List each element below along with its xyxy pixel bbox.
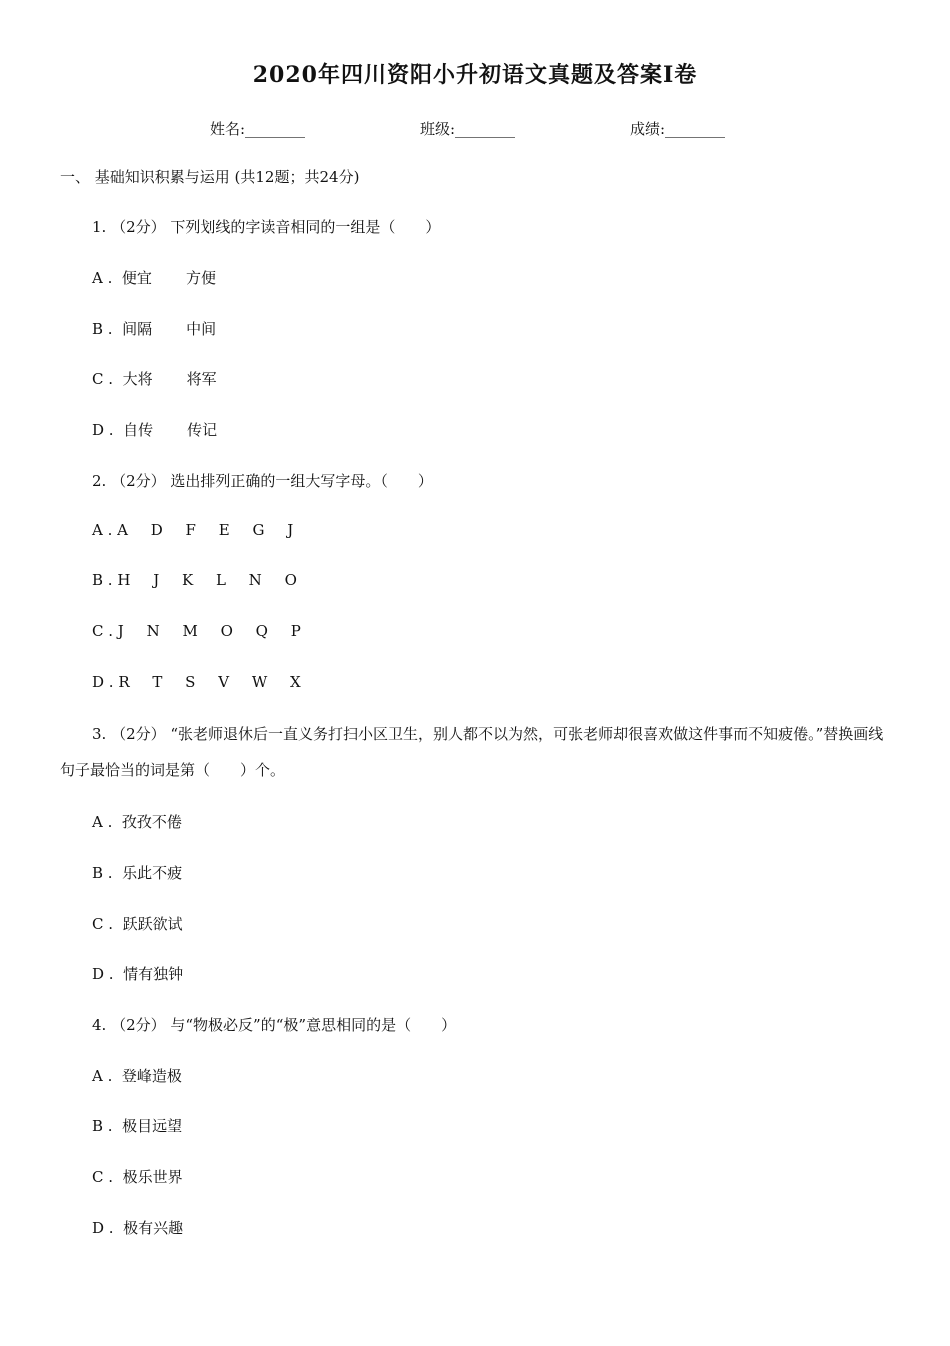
option-text: 极有兴趣 <box>123 1219 184 1237</box>
option-2d <box>92 673 310 691</box>
question-1: 1. （2分） 下列划线的字读音相同的一组是（ ） <box>92 218 441 236</box>
option-letter: B . <box>92 571 113 589</box>
option-word-2: 中间 <box>186 320 217 338</box>
question-3: 3. （2分） “张老师退休后一直义务打扫小区卫生，别人都不以为然，可张老师却很喜欢做这件事而不知疲倦。”替换画线句子最恰当的词是第（ ）个。 <box>60 725 884 779</box>
option-letter: A . <box>92 269 113 287</box>
option-4b <box>92 1115 182 1136</box>
option-letter: A . <box>92 1067 113 1085</box>
option-letter: A . <box>92 813 113 831</box>
option-2c <box>92 622 310 640</box>
page-title: 2020年四川资阳小升初语文真题及答案I卷 <box>252 62 698 88</box>
option-letter: D . <box>92 673 114 691</box>
option-1c <box>92 368 217 389</box>
option-3a <box>92 811 182 832</box>
option-word-1: 自传 <box>123 421 154 439</box>
option-text: R T S V W X <box>118 673 310 691</box>
score-field: 成绩:________ <box>630 120 726 138</box>
question-4: 4. （2分） 与“物极必反”的“极”意思相同的是（ ） <box>92 1016 457 1034</box>
option-text: H J K L N O <box>117 571 306 589</box>
option-word-1: 大将 <box>122 370 153 388</box>
option-letter: C . <box>92 1168 114 1186</box>
option-word-2: 方便 <box>185 269 216 287</box>
option-letter: C . <box>92 370 114 388</box>
option-4a <box>92 1065 182 1086</box>
option-3d <box>92 963 183 984</box>
section-heading: 一、 基础知识积累与运用 (共12题；共24分) <box>60 168 360 186</box>
option-4c <box>92 1166 183 1187</box>
option-letter: B . <box>92 1117 113 1135</box>
question-2: 2. （2分） 选出排列正确的一组大写字母。（ ） <box>92 472 433 490</box>
option-letter: C . <box>92 915 114 933</box>
option-text: 跃跃欲试 <box>122 915 183 933</box>
option-word-1: 间隔 <box>122 320 153 338</box>
option-2a <box>92 521 302 539</box>
option-letter: D . <box>92 421 114 439</box>
name-field: 姓名:________ <box>210 120 306 138</box>
option-letter: A . <box>92 521 113 539</box>
option-text: 孜孜不倦 <box>121 813 182 831</box>
option-text: 极目远望 <box>122 1117 183 1135</box>
option-text: J N M O Q P <box>117 622 310 640</box>
option-1b <box>92 318 216 339</box>
option-1d <box>92 419 217 440</box>
option-word-1: 便宜 <box>121 269 152 287</box>
option-1a <box>92 267 216 288</box>
option-letter: B . <box>92 320 113 338</box>
option-text: A D F E G J <box>117 521 303 539</box>
option-word-2: 传记 <box>187 421 218 439</box>
option-text: 登峰造极 <box>121 1067 182 1085</box>
option-letter: D . <box>92 965 114 983</box>
class-field: 班级:________ <box>420 120 516 138</box>
option-3b <box>92 862 182 883</box>
option-3c <box>92 913 183 934</box>
option-2b <box>92 571 306 589</box>
option-word-2: 将军 <box>186 370 217 388</box>
option-text: 极乐世界 <box>122 1168 183 1186</box>
option-letter: C . <box>92 622 114 640</box>
option-letter: B . <box>92 864 113 882</box>
option-text: 情有独钟 <box>123 965 184 983</box>
option-text: 乐此不疲 <box>122 864 183 882</box>
option-letter: D . <box>92 1219 114 1237</box>
option-4d <box>92 1217 183 1238</box>
